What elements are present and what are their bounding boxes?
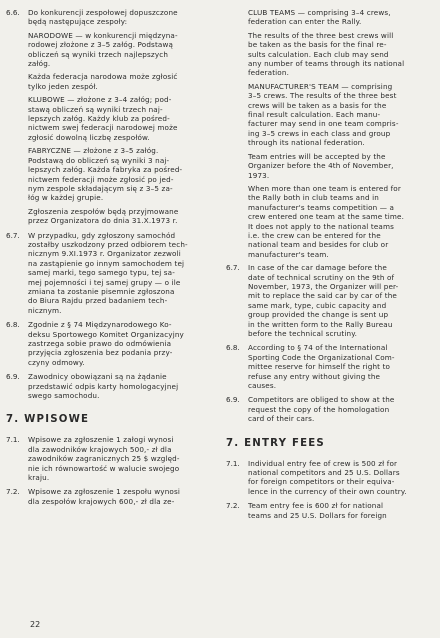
paragraph: According to § 74 of the International Sporting Code the Organizational Com- mittee reserve for himself the right to refuse any entry without giving the causes. <box>248 343 395 391</box>
paragraph-team-entries: Team entries will be accepted by the Organizer before the 4th of November, 1973. <box>248 151 394 180</box>
paragraph: Zawodnicy obowiązani są na żądanie przedstawić odpis karty homologacyjnej swego samochodu. <box>28 372 179 401</box>
section-6-7-en <box>226 263 438 338</box>
paragraph: Do konkurencji zespołowej dopuszczone będą następujące zespoły: <box>28 8 178 27</box>
section-6-6-pl <box>6 8 220 226</box>
item-number: 7.2. <box>226 501 240 511</box>
item-number: 7.1. <box>6 435 20 445</box>
section-6-9-pl <box>6 372 220 400</box>
item-number: 6.8. <box>6 320 20 330</box>
item-number: 6.8. <box>226 343 240 353</box>
section-6-9-en <box>226 395 438 423</box>
paragraph: The results of the three best crews will be taken as the basis for the final re- sults calculation. Each club may send any number of teams through its national federation. <box>248 30 405 78</box>
paragraph: Wpisowe za zgłoszenie 1 zespołu wynosi dla zespołów krajowych 600,- zł dla ze- <box>28 487 180 506</box>
left-column-polish <box>6 8 220 511</box>
item-number: 7.2. <box>6 487 20 497</box>
page-number: 22 <box>30 620 41 629</box>
paragraph: Każda federacja narodowa może zgłosić tylko jeden zespół. <box>28 72 178 91</box>
item-number: 7.1. <box>226 458 240 468</box>
paragraph: Wpisowe za zgłoszenie 1 załogi wynosi dla zawodników krajowych 500,- zł dla zawodników zagranicznych 25 $ względ- nie ich równowartość w walucie swojego kraju. <box>28 435 180 483</box>
section-6-8-pl <box>6 320 220 367</box>
section-6-7-pl <box>6 231 220 316</box>
paragraph-club-teams: CLUB TEAMS — comprising 3–4 crews, federation can enter the Rally. <box>248 8 391 27</box>
paragraph-klubowe: KLUBOWE — złożone z 3–4 załóg; pod- stawą obliczeń są wyniki trzech naj- lepszych załóg. Każdy klub za pośred- nictwem swej federacji narodowej może zgłosić dowolną liczbę zespołów. <box>28 95 178 142</box>
paragraph-manufacturers-team: MANUFACTURER'S TEAM — comprising 3–5 crews. The results of the three best crews will be taken as a basis for the final result calculation. Each manu- facturer may send in one team compris- ing 3–5 crews in each class and group through its national federation. <box>248 81 399 148</box>
section-7-2-pl <box>6 487 220 506</box>
section-7-1-pl <box>6 435 220 482</box>
section-7-2-en <box>226 501 438 520</box>
item-number: 6.6. <box>6 8 20 17</box>
paragraph: Team entry fee is 600 zł for national teams and 25 U.S. Dollars for foreign <box>248 501 387 520</box>
section-heading-wpisowe: 7. WPISOWE <box>6 414 90 426</box>
paragraph: In case of the car damage before the date of technical scrutiny on the 9th of November, 1973, the Organizer will per- mit to replace the said car by car of the same mark, type, cubic capacity and group provided the change is sent up in the written form to the Rally Bureau before the technical scrutiny. <box>248 263 399 338</box>
section-6-8-en <box>226 343 438 390</box>
paragraph-narodowe: NARODOWE — w konkurencji międzyna- rodowej złożone z 3–5 załóg. Podstawą obliczeń są wyniki trzech najlepszych załóg. <box>28 30 178 69</box>
item-number: 6.9. <box>226 395 240 405</box>
paragraph: W przypadku, gdy zgłoszony samochód zostałby uszkodzony przed odbiorem tech- nicznym 9.XI.1973 r. Organizator zezwoli na zastąpienie go innym samochodem tej samej marki, tego samego typu, tej sa- mej pojemności i tej samej grupy — o ile zmiana ta zostanie pisemnie zgłoszona do Biura Rajdu przed badaniem tech- nicznym. <box>28 230 188 315</box>
paragraph-deadline: Zgłoszenia zespołów będą przyjmowane przez Organizatora do dnia 31.X.1973 r. <box>28 206 179 226</box>
right-column-english <box>226 8 438 525</box>
paragraph: Zgodnie z § 74 Międzynarodowego Ko- deksu Sportowego Komitet Organizacyjny zastrzega sobie prawo do odmówienia przyjęcia zgłoszenia bez podania przy- czyny odmowy. <box>28 320 184 367</box>
item-number: 6.9. <box>6 372 20 382</box>
paragraph-fabryczne: FABRYCZNE — złożone z 3–5 załóg. Podstawą do obliczeń są wyniki 3 naj- lepszych załóg. Każda fabryka za pośred- nictwem federacji może zgłosić po jed- nym zespole składającym się z 3–5 za- łóg w każdej grupie. <box>28 146 183 203</box>
item-number: 6.7. <box>226 263 240 273</box>
paragraph: When more than one team is entered for the Rally both in club teams and in manufacturer's teams competition — a crew entered one team at the same time. It does not apply to the national teams i.e. the crew can be entered for the national team and besides for club or manufacturer's team. <box>248 183 405 259</box>
section-heading-entry-fees: 7. ENTRY FEES <box>226 437 325 449</box>
section-7-1-en <box>226 459 438 497</box>
paragraph: Individual entry fee of crew is 500 zł for national competitors and 25 U.S. Dollars for foreign competitors or their equiva- lence in the currency of their own country. <box>248 458 407 496</box>
paragraph: Competitors are obliged to show at the request the copy of the homologation card of their cars. <box>248 395 395 424</box>
item-number: 6.7. <box>6 230 20 240</box>
